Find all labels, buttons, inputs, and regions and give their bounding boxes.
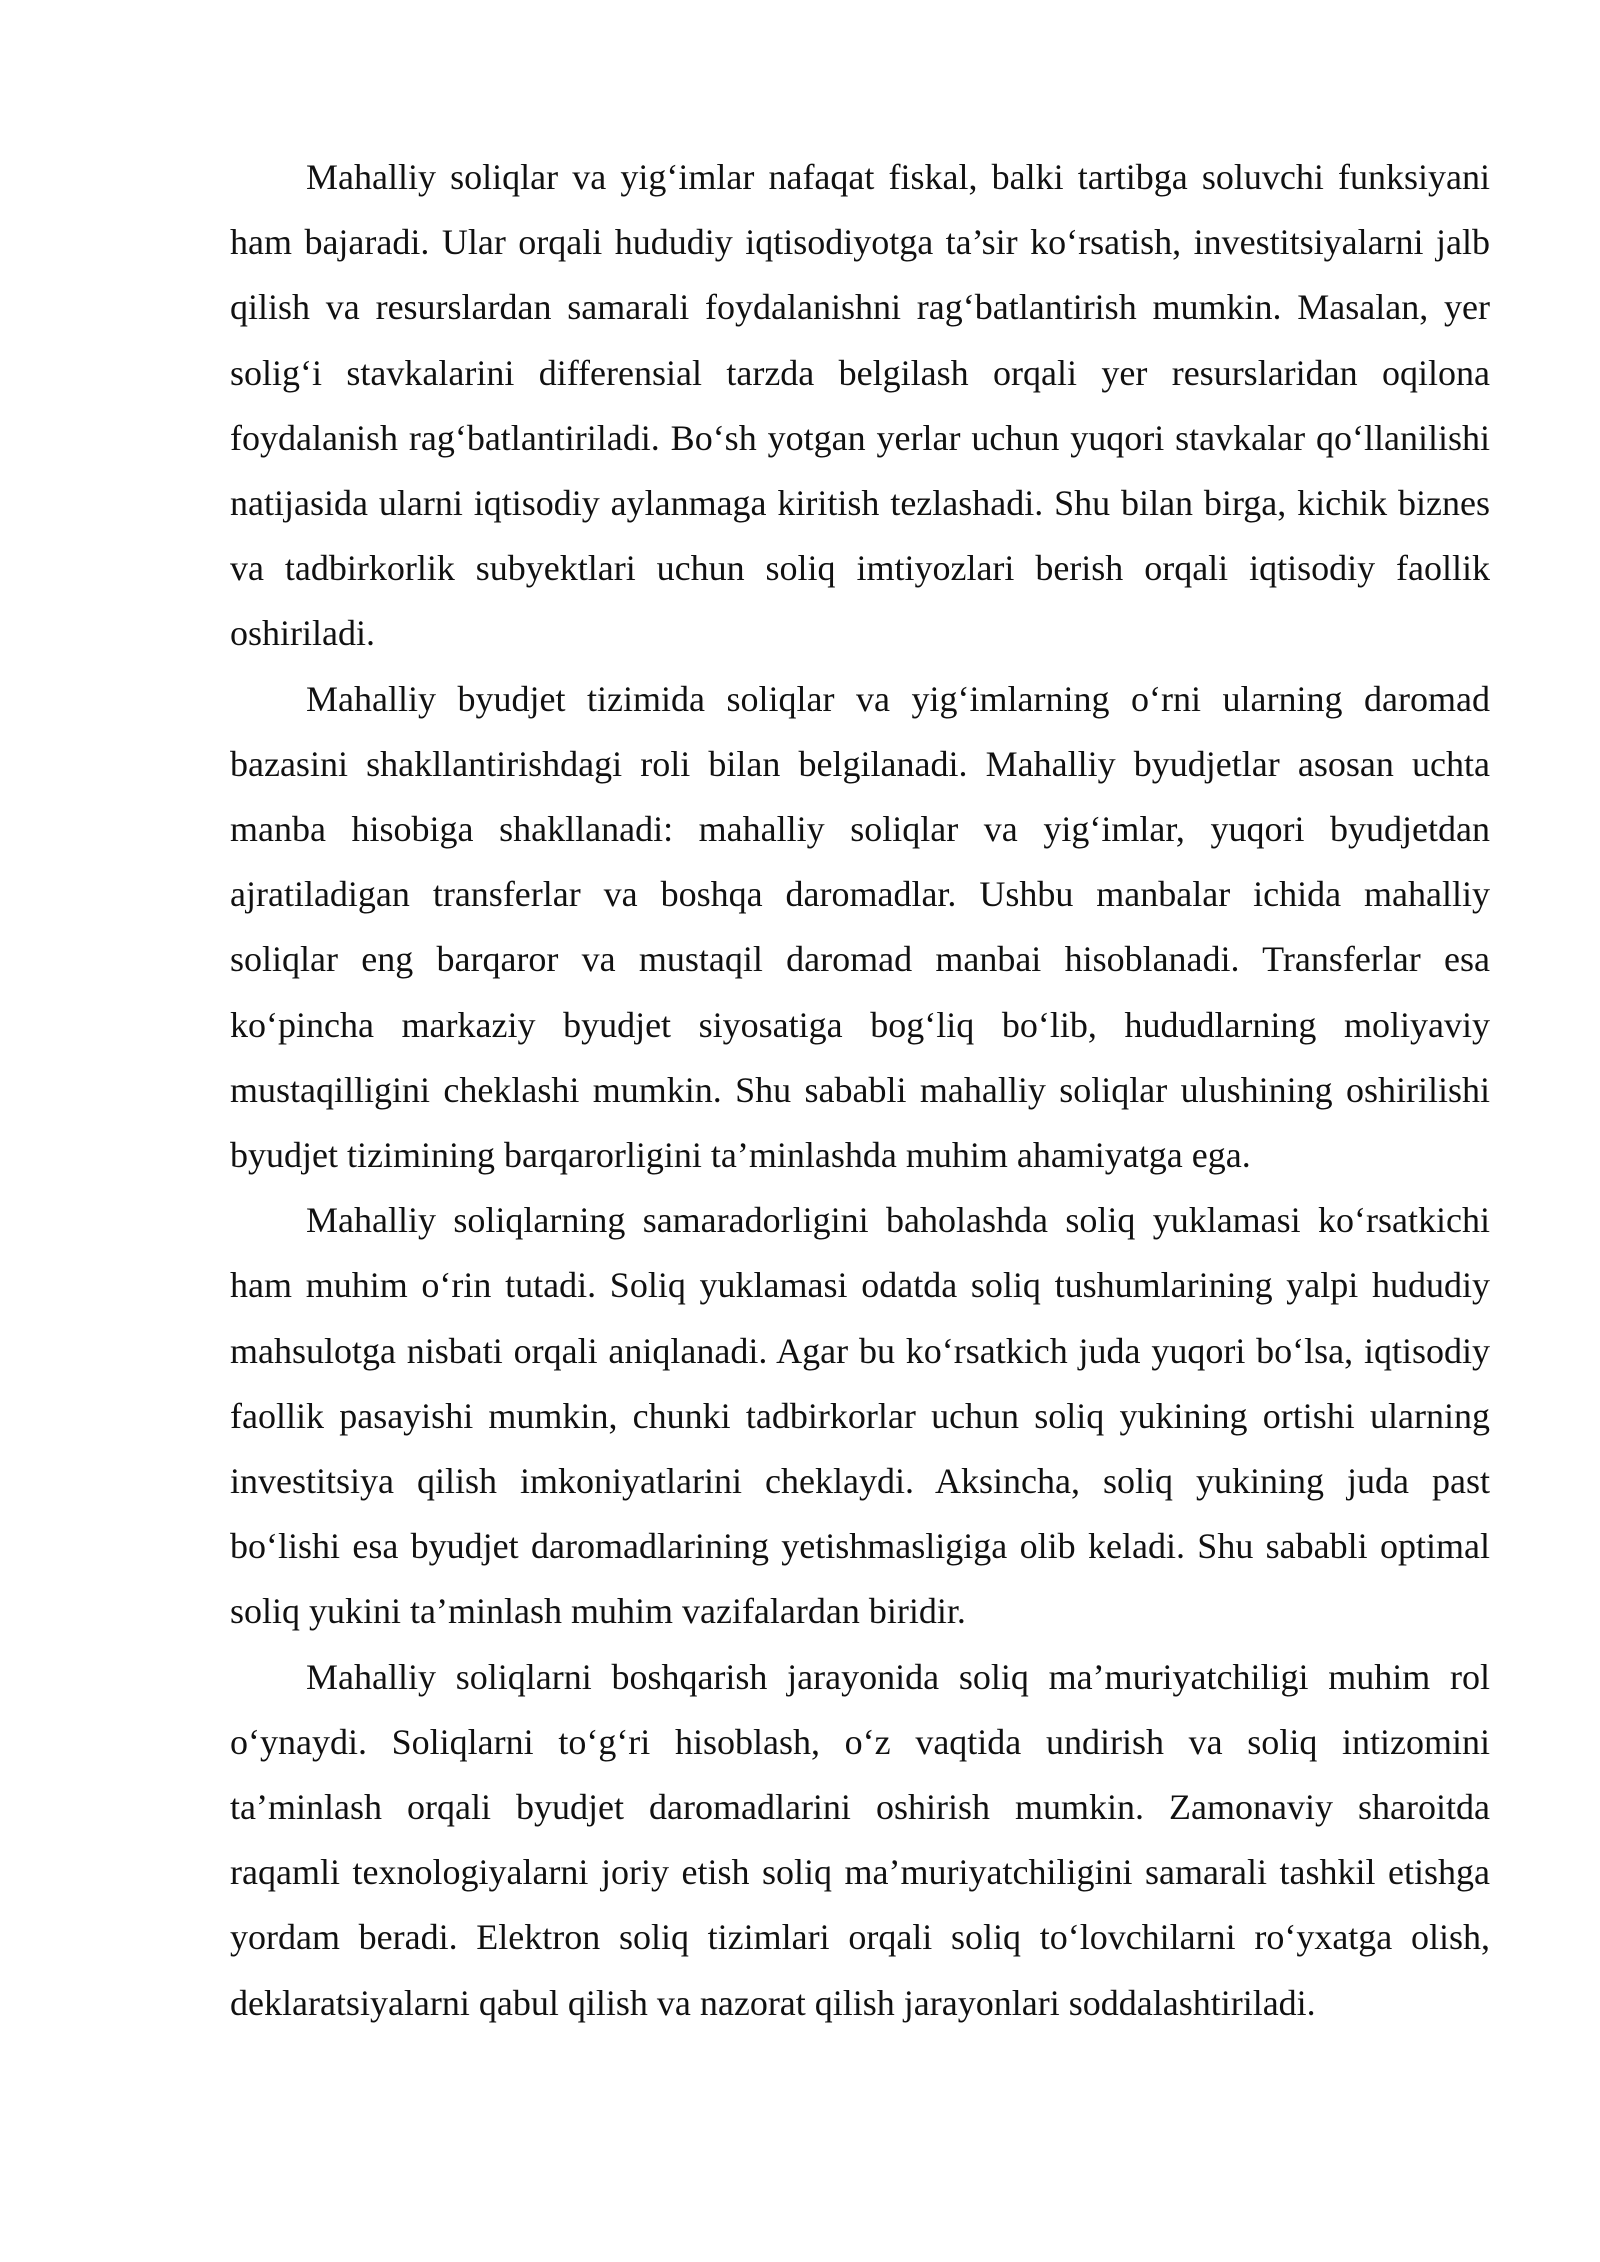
paragraph-3: Mahalliy soliqlarning samaradorligini baholashda soliq yuklamasi ko‘rsatkichi ham muhim o‘rin tutadi. Soliq yuklamasi odatda soliq tushumlarining yalpi hududiy mahsulotga nisbati orqali aniqlanadi. Agar bu ko‘rsatkich juda yuqori bo‘lsa, iqtisodiy faollik pasayishi mumkin, chunki tadbirkorlar uchun soliq yukining ortishi ularning investitsiya qilish imkoniyatlarini cheklaydi. Aksincha, soliq yukining juda past bo‘lishi esa byudjet daromadlarining yetishmasligiga olib keladi. Shu sababli optimal soliq yukini ta’minlash muhim vazifalardan biridir. (230, 1200, 1490, 1632)
paragraph-1: Mahalliy soliqlar va yig‘imlar nafaqat fiskal, balki tartibga soluvchi funksiyani ham bajaradi. Ular orqali hududiy iqtisodiyotga ta’sir ko‘rsatish, investitsiyalarni jalb qilish va resurslardan samarali foydalanishni rag‘batlantirish mumkin. Masalan, yer solig‘i stavkalarini differensial tarzda belgilash orqali yer resurslaridan oqilona foydalanish rag‘batlantiriladi. Bo‘sh yotgan yerlar uchun yuqori stavkalar qo‘llanilishi natijasida ularni iqtisodiy aylanmaga kiritish tezlashadi. Shu bilan birga, kichik biznes va tadbirkorlik subyektlari uchun soliq imtiyozlari berish orqali iqtisodiy faollik oshiriladi. (230, 157, 1490, 654)
document-body (230, 145, 1490, 2036)
paragraph-4: Mahalliy soliqlarni boshqarish jarayonida soliq ma’muriyatchiligi muhim rol o‘ynaydi. Soliqlarni to‘g‘ri hisoblash, o‘z vaqtida undirish va soliq intizomini ta’minlash orqali byudjet daromadlarini oshirish mumkin. Zamonaviy sharoitda raqamli texnologiyalarni joriy etish soliq ma’muriyatchiligini samarali tashkil etishga yordam beradi. Elektron soliq tizimlari orqali soliq to‘lovchilarni ro‘yxatga olish, deklaratsiyalarni qabul qilish va nazorat qilish jarayonlari soddalashtiriladi. (230, 1656, 1490, 2023)
paragraph-2: Mahalliy byudjet tizimida soliqlar va yig‘imlarning o‘rni ularning daromad bazasini shakllantirishdagi roli bilan belgilanadi. Mahalliy byudjetlar asosan uchta manba hisobiga shakllanadi: mahalliy soliqlar va yig‘imlar, yuqori byudjetdan ajratiladigan transferlar va boshqa daromadlar. Ushbu manbalar ichida mahalliy soliqlar eng barqaror va mustaqil daromad manbai hisoblanadi. Transferlar esa ko‘pincha markaziy byudjet siyosatiga bog‘liq bo‘lib, hududlarning moliyaviy mustaqilligini cheklashi mumkin. Shu sababli mahalliy soliqlar ulushining oshirilishi byudjet tizimining barqarorligini ta’minlashda muhim ahamiyatga ega. (230, 678, 1490, 1176)
